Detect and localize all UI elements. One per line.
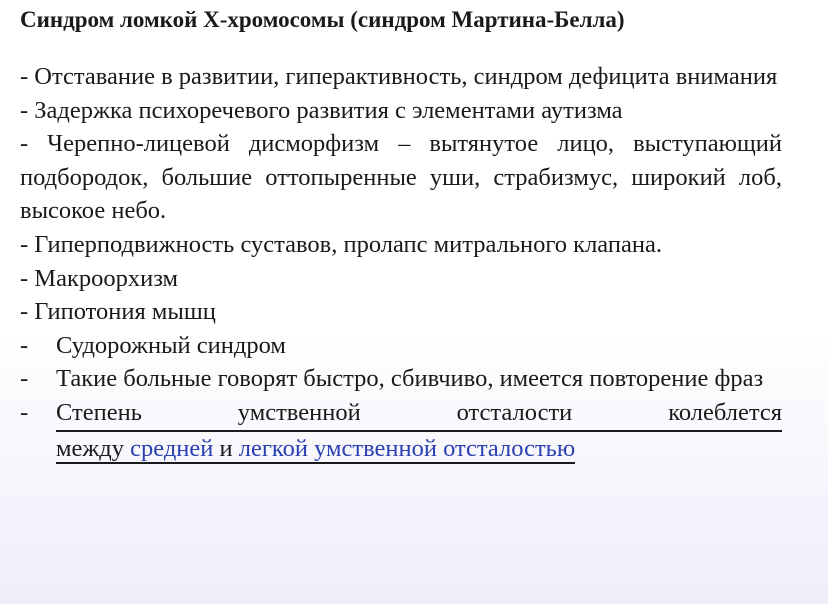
list-item-retardation-degree: [20, 396, 782, 465]
list-item-development-delay: - Отставание в развитии, гиперактивность, синдром дефицита внимания: [20, 63, 778, 90]
link-mild-retardation[interactable]: легкой умственной отсталостью: [238, 434, 576, 462]
slide-title: Синдром ломкой Х-хромосомы (синдром Мартина-Белла): [20, 7, 625, 32]
list-item-speech-pattern: [20, 362, 782, 396]
dash-marker: -: [20, 331, 29, 359]
list-item-craniofacial: - Черепно-лицевой дисморфизм – вытянутое лицо, выступающий подбородок, большие оттопыренные уши, страбизмус, широкий лоб, высокое небо.: [20, 130, 782, 225]
list-item-speech-delay: - Задержка психоречевого развития с элементами аутизма: [20, 96, 623, 124]
underlined-line: [56, 396, 782, 432]
list-item-macroorchidism: - Макроорхизм: [20, 264, 179, 292]
retardation-line-1: Степень умственной отсталости колеблется: [56, 398, 782, 426]
retardation-line-2: [56, 432, 782, 466]
list-item-seizures: [20, 329, 782, 363]
dash-marker: -: [20, 365, 29, 393]
link-moderate[interactable]: средней: [130, 434, 214, 462]
retardation-middle: и: [213, 434, 239, 462]
dash-marker: -: [20, 398, 29, 426]
list-item-hypotonia: - Гипотония мышц: [20, 298, 216, 326]
list-item-text: Такие больные говорят быстро, сбивчиво, имеется повторение фраз: [56, 365, 764, 393]
retardation-prefix: между: [56, 434, 131, 462]
list-item-joint-hypermobility: - Гиперподвижность суставов, пролапс митрального клапана.: [20, 230, 662, 258]
slide-body: [20, 60, 782, 465]
list-item-text: Судорожный синдром: [56, 331, 286, 359]
